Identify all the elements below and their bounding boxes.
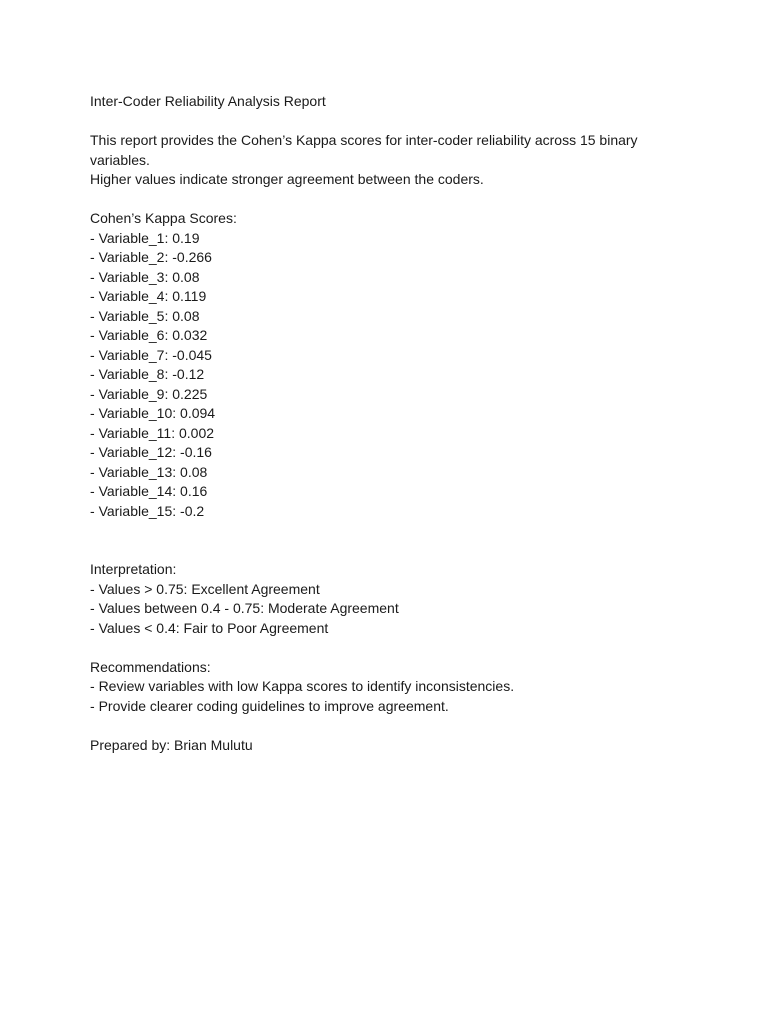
scores-heading: Cohen’s Kappa Scores:	[90, 210, 237, 226]
spacer	[90, 190, 690, 210]
recommendation-item-guidelines: - Provide clearer coding guidelines to improve agreement.	[90, 697, 690, 717]
score-item-variable-8: - Variable_8: -0.12	[90, 365, 690, 385]
score-item-variable-15: - Variable_15: -0.2	[90, 502, 690, 522]
interpretation-heading: Interpretation:	[90, 561, 177, 577]
score-item-variable-4: - Variable_4: 0.119	[90, 287, 690, 307]
score-item-variable-7: - Variable_7: -0.045	[90, 346, 690, 366]
report-title: Inter-Coder Reliability Analysis Report	[90, 93, 326, 109]
score-item-variable-9: - Variable_9: 0.225	[90, 385, 690, 405]
interpretation-item-fair-poor: - Values < 0.4: Fair to Poor Agreement	[90, 619, 690, 639]
score-item-variable-12: - Variable_12: -0.16	[90, 443, 690, 463]
score-item-variable-2: - Variable_2: -0.266	[90, 248, 690, 268]
interpretation-list	[90, 580, 690, 639]
spacer	[90, 112, 690, 132]
score-item-variable-5: - Variable_5: 0.08	[90, 307, 690, 327]
recommendations-list	[90, 677, 690, 716]
score-item-variable-11: - Variable_11: 0.002	[90, 424, 690, 444]
score-item-variable-6: - Variable_6: 0.032	[90, 326, 690, 346]
prepared-by: Prepared by: Brian Mulutu	[90, 736, 253, 753]
scores-list	[90, 229, 690, 522]
recommendations-heading: Recommendations:	[90, 658, 211, 675]
spacer	[90, 716, 690, 736]
score-item-variable-1: - Variable_1: 0.19	[90, 229, 690, 249]
recommendation-item-review: - Review variables with low Kappa scores to identify inconsistencies.	[90, 677, 690, 697]
spacer	[90, 521, 690, 560]
intro-paragraph-line-2: Higher values indicate stronger agreement between the coders.	[90, 171, 484, 187]
spacer	[90, 638, 690, 658]
score-item-variable-14: - Variable_14: 0.16	[90, 482, 690, 502]
score-item-variable-10: - Variable_10: 0.094	[90, 404, 690, 424]
report-body	[90, 92, 690, 755]
interpretation-item-moderate: - Values between 0.4 - 0.75: Moderate Agreement	[90, 599, 690, 619]
score-item-variable-3: - Variable_3: 0.08	[90, 268, 690, 288]
score-item-variable-13: - Variable_13: 0.08	[90, 463, 690, 483]
intro-paragraph-line-1: This report provides the Cohen’s Kappa scores for inter-coder reliability across 15 binary variables.	[90, 132, 642, 168]
interpretation-item-excellent: - Values > 0.75: Excellent Agreement	[90, 580, 690, 600]
